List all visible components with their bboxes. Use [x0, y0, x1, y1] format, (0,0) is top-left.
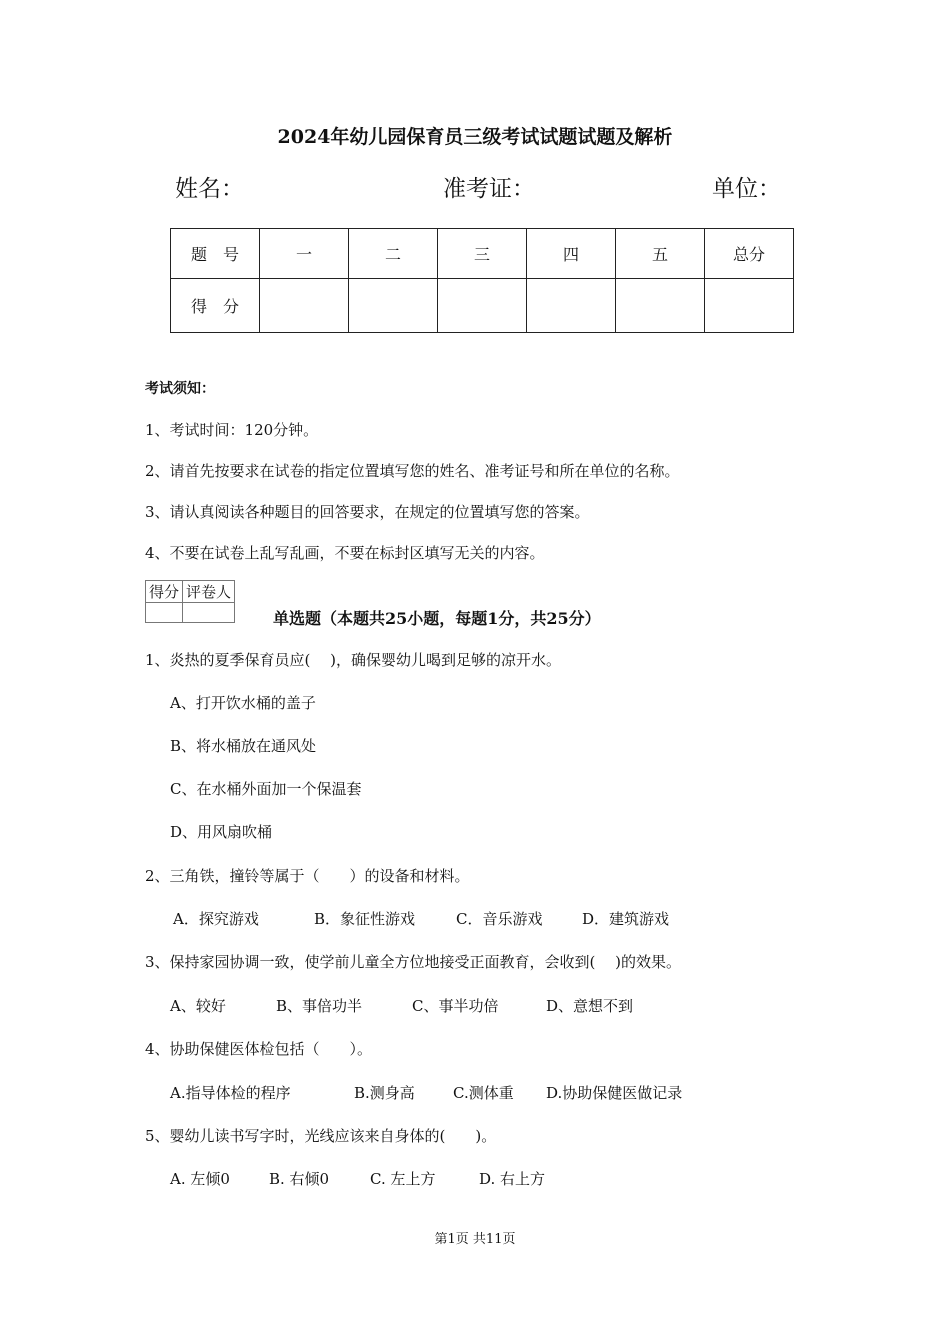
question-1-option-c[interactable]: C、在水桶外面加一个保温套 [170, 780, 362, 798]
score-table-header-row [171, 229, 794, 279]
notice-item: 3、请认真阅读各种题目的回答要求，在规定的位置填写您的答案。 [145, 503, 590, 521]
section-title: 单选题（本题共25小题，每题1分，共25分） [273, 609, 601, 628]
question-4-option-d[interactable]: D.协助保健医做记录 [546, 1084, 683, 1102]
question-4-option-c[interactable]: C.测体重 [453, 1084, 514, 1102]
score-cell-3[interactable] [438, 279, 527, 333]
question-2-option-a[interactable]: A．探究游戏 [173, 910, 259, 928]
question-2-option-d[interactable]: D．建筑游戏 [582, 910, 670, 928]
page-title: 2024年幼儿园保育员三级考试试题试题及解析 [277, 126, 673, 148]
question-2-options [173, 908, 669, 929]
question-2-option-b[interactable]: B．象征性游戏 [314, 910, 416, 928]
question-5-option-d[interactable]: D. 右上方 [479, 1170, 546, 1188]
question-5-option-c[interactable]: C. 左上方 [370, 1170, 436, 1188]
question-5-options [170, 1168, 545, 1189]
question-1-stem: 1、炎热的夏季保育员应( )，确保婴幼儿喝到足够的凉开水。 [145, 651, 562, 669]
page-footer: 第1页 共11页 [434, 1232, 516, 1247]
notice-item: 2、请首先按要求在试卷的指定位置填写您的姓名、准考证号和所在单位的名称。 [145, 462, 680, 480]
question-3-option-c[interactable]: C、事半功倍 [412, 997, 499, 1015]
notice-item: 4、不要在试卷上乱写乱画，不要在标封区填写无关的内容。 [145, 544, 545, 562]
question-2-stem: 2、三角铁，撞铃等属于（ ）的设备和材料。 [145, 867, 470, 885]
notice-item: 1、考试时间：120分钟。 [145, 421, 319, 439]
question-3-options [170, 995, 633, 1016]
score-table [170, 228, 794, 333]
score-table-cell: 五 [616, 229, 705, 279]
score-cell-5[interactable] [616, 279, 705, 333]
grader-name-label: 评卷人 [183, 581, 235, 603]
question-5-option-a[interactable]: A. 左倾0 [170, 1170, 230, 1188]
score-cell-total[interactable] [705, 279, 794, 333]
score-table-cell: 得 分 [171, 279, 260, 333]
unit-label: 单位： [712, 176, 781, 202]
notice-heading: 考试须知： [145, 381, 215, 397]
question-3-option-a[interactable]: A、较好 [170, 997, 226, 1015]
score-table-cell: 四 [527, 229, 616, 279]
grader-name-cell[interactable] [183, 603, 235, 623]
question-3-option-d[interactable]: D、意想不到 [546, 997, 634, 1015]
score-table-score-row [171, 279, 794, 333]
question-4-options [170, 1082, 682, 1103]
question-5-option-b[interactable]: B. 右倾0 [269, 1170, 330, 1188]
score-cell-2[interactable] [349, 279, 438, 333]
grader-box [145, 580, 235, 623]
exam-id-label: 准考证： [443, 176, 535, 202]
question-3-option-b[interactable]: B、事倍功半 [276, 997, 363, 1015]
question-4-option-b[interactable]: B.测身高 [354, 1084, 415, 1102]
score-table-cell: 二 [349, 229, 438, 279]
question-2-option-c[interactable]: C．音乐游戏 [456, 910, 543, 928]
question-5-stem: 5、婴幼儿读书写字时，光线应该来自身体的( )。 [145, 1127, 497, 1145]
grader-score-cell[interactable] [146, 603, 183, 623]
grader-score-label: 得分 [146, 581, 183, 603]
question-3-stem: 3、保持家园协调一致，使学前儿童全方位地接受正面教育，会收到( )的效果。 [145, 953, 682, 971]
name-label: 姓名： [175, 176, 244, 202]
score-table-cell: 一 [260, 229, 349, 279]
score-table-cell: 总分 [705, 229, 794, 279]
question-1-option-a[interactable]: A、打开饮水桶的盖子 [170, 694, 316, 712]
question-1-option-b[interactable]: B、将水桶放在通风处 [170, 737, 317, 755]
score-table-cell: 题 号 [171, 229, 260, 279]
question-4-option-a[interactable]: A.指导体检的程序 [170, 1084, 291, 1102]
score-cell-4[interactable] [527, 279, 616, 333]
question-1-option-d[interactable]: D、用风扇吹桶 [170, 823, 273, 841]
score-cell-1[interactable] [260, 279, 349, 333]
score-table-cell: 三 [438, 229, 527, 279]
question-4-stem: 4、协助保健医体检包括（ ）。 [145, 1040, 373, 1058]
